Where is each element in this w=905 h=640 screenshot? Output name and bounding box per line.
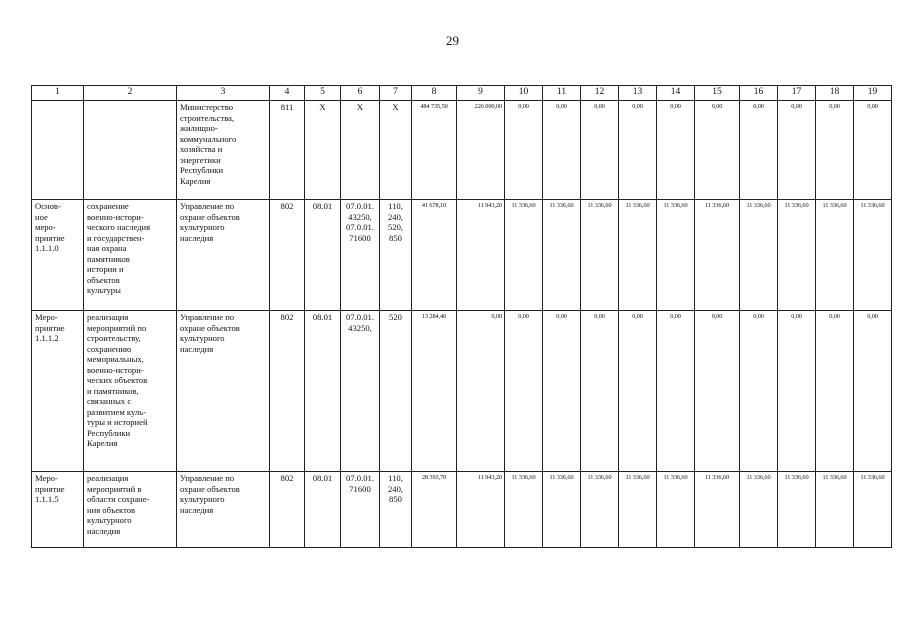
event-name-cell-line: ческого наследия (87, 222, 151, 232)
event-name-cell-line: ная охрана (87, 243, 127, 253)
event-code-cell-line: приятие (35, 322, 65, 333)
event-name-cell-line: Карелия (87, 438, 118, 448)
amount-cell: 0,00 (505, 101, 543, 200)
event-name-cell (84, 101, 177, 200)
expense-type-cell-line: 520 (389, 312, 402, 322)
grbs-code-cell: 811 (270, 101, 305, 200)
executor-cell-line: жилищно- (180, 123, 218, 133)
event-name-cell-line: объектов (87, 274, 120, 285)
amount-cell: 0,00 (695, 311, 740, 472)
amount-cell: 0,00 (854, 311, 892, 472)
table-row (32, 472, 892, 548)
executor-cell-line: Управление по (180, 201, 235, 211)
column-header: 11 (543, 86, 581, 101)
amount-cell: 11 336,60 (854, 472, 892, 548)
amount-cell: 13 284,40 (412, 311, 457, 472)
event-code-cell (32, 200, 84, 311)
column-header: 17 (778, 86, 816, 101)
amount-cell: 0,00 (816, 101, 854, 200)
executor-cell-line: строительства, (180, 112, 235, 123)
column-header: 15 (695, 86, 740, 101)
event-name-cell-line: реализация (87, 312, 129, 322)
column-header: 12 (581, 86, 619, 101)
column-header: 1 (32, 86, 84, 101)
target-article-cell-line: 71600 (349, 483, 371, 494)
executor-cell-line: Управление по (180, 473, 235, 483)
column-header: 14 (657, 86, 695, 101)
expense-type-cell-line: 850 (389, 494, 402, 504)
column-header: 7 (380, 86, 412, 101)
amount-cell: 0,00 (543, 311, 581, 472)
amount-cell: 11 336,60 (816, 200, 854, 311)
event-name-cell-line: культуры (87, 285, 121, 295)
executor-cell-line: культурного (180, 494, 225, 504)
expense-type-cell (380, 101, 412, 200)
executor-cell-line: культурного (180, 333, 225, 343)
event-name-cell-line: и государствен- (87, 232, 145, 243)
executor-cell (177, 200, 270, 311)
amount-cell: 11 336,60 (740, 472, 778, 548)
event-code-cell-line: Меро- (35, 312, 58, 322)
event-name-cell-line: военно-истори- (87, 364, 144, 375)
page-number: 29 (446, 33, 459, 48)
event-code-cell-line: Основ- (35, 201, 61, 211)
amount-cell: 11 336,60 (581, 200, 619, 311)
executor-cell-line: наследия (180, 232, 214, 243)
amount-cell: 11 943,20 (457, 200, 505, 311)
column-header: 10 (505, 86, 543, 101)
amount-cell: 0,00 (581, 101, 619, 200)
executor-cell-line: Республики (180, 165, 224, 175)
executor-cell-line: Управление по (180, 312, 235, 322)
section-code-cell: 08.01 (305, 200, 341, 311)
executor-cell-line: культурного (180, 222, 225, 232)
amount-cell: 0,00 (816, 311, 854, 472)
amount-cell: 11 336,60 (543, 472, 581, 548)
amount-cell: 11 336,60 (778, 472, 816, 548)
event-name-cell-line: памятников (87, 253, 130, 264)
amount-cell: 11 336,60 (619, 472, 657, 548)
grbs-code-cell: 802 (270, 200, 305, 311)
event-code-cell-line: ное (35, 211, 48, 222)
event-name-cell-line: мероприятий по (87, 322, 147, 333)
budget-table (31, 85, 892, 548)
amount-cell: 0,00 (619, 311, 657, 472)
amount-cell: 11 336,60 (657, 472, 695, 548)
amount-cell: 28 393,70 (412, 472, 457, 548)
amount-cell: 0,00 (543, 101, 581, 200)
amount-cell: 11 336,60 (854, 200, 892, 311)
event-name-cell-line: мероприятий в (87, 483, 142, 494)
event-name-cell-line: мемориальных, (87, 354, 144, 364)
amount-cell: 484 735,50 (412, 101, 457, 200)
grbs-code-cell: 802 (270, 311, 305, 472)
event-code-cell-line: меро- (35, 222, 56, 232)
amount-cell: 0,00 (695, 101, 740, 200)
column-header: 13 (619, 86, 657, 101)
table-row (32, 311, 892, 472)
event-name-cell-line: области сохране- (87, 494, 150, 504)
executor-cell-line: Министерство (180, 102, 233, 112)
amount-cell: 0,00 (457, 311, 505, 472)
executor-cell-line: наследия (180, 504, 214, 515)
event-name-cell-line: военно-истори- (87, 211, 144, 222)
amount-cell: 11 336,60 (619, 200, 657, 311)
column-header: 3 (177, 86, 270, 101)
executor-cell (177, 472, 270, 548)
amount-cell: 0,00 (505, 311, 543, 472)
event-name-cell-line: связанных с (87, 396, 132, 406)
target-article-cell (341, 472, 380, 548)
column-header: 16 (740, 86, 778, 101)
event-name-cell-line: наследия (87, 525, 121, 536)
column-header: 5 (305, 86, 341, 101)
expense-type-cell-line: 110, (388, 201, 403, 211)
column-header: 19 (854, 86, 892, 101)
amount-cell: 226 000,00 (457, 101, 505, 200)
amount-cell: 0,00 (657, 101, 695, 200)
executor-cell-line: охране объектов (180, 483, 240, 494)
event-code-cell-line: 1.1.1.5 (35, 494, 59, 504)
event-code-cell (32, 311, 84, 472)
amount-cell: 11 336,60 (505, 200, 543, 311)
event-code-cell-line: Меро- (35, 473, 58, 483)
column-header: 2 (84, 86, 177, 101)
expense-type-cell (380, 472, 412, 548)
event-name-cell-line: сохранение (87, 201, 129, 211)
event-name-cell-line: сохранению (87, 343, 132, 354)
amount-cell: 0,00 (854, 101, 892, 200)
event-name-cell-line: строительству, (87, 333, 141, 343)
executor-cell-line: наследия (180, 343, 214, 354)
target-article-cell-line: 07.0.01. (346, 312, 374, 322)
section-code-cell: 08.01 (305, 311, 341, 472)
amount-cell: 11 336,60 (778, 200, 816, 311)
section-code-cell: 08.01 (305, 472, 341, 548)
amount-cell: 11 336,60 (695, 200, 740, 311)
header-row (32, 86, 892, 101)
amount-cell: 11 336,60 (816, 472, 854, 548)
event-name-cell-line: туры и историей (87, 417, 148, 427)
event-code-cell-line: 1.1.1.0 (35, 243, 59, 253)
event-name-cell-line: истории и (87, 264, 124, 274)
expense-type-cell (380, 200, 412, 311)
target-article-cell (341, 311, 380, 472)
grbs-code-cell: 802 (270, 472, 305, 548)
event-name-cell-line: и памятников, (87, 385, 139, 396)
amount-cell: 11 336,60 (505, 472, 543, 548)
event-name-cell (84, 311, 177, 472)
expense-type-cell (380, 311, 412, 472)
executor-cell-line: охране объектов (180, 211, 240, 222)
amount-cell: 11 336,60 (740, 200, 778, 311)
target-article-cell-line: 43250, (348, 322, 372, 333)
table-row (32, 200, 892, 311)
target-article-cell-line: 43250, (348, 211, 372, 222)
amount-cell: 11 336,60 (543, 200, 581, 311)
executor-cell-line: коммунального (180, 133, 237, 144)
executor-cell-line: энергетики (180, 154, 221, 165)
column-header: 8 (412, 86, 457, 101)
column-header: 9 (457, 86, 505, 101)
amount-cell: 0,00 (619, 101, 657, 200)
executor-cell-line: Карелия (180, 175, 211, 186)
executor-cell-line: хозяйства и (180, 144, 223, 154)
expense-type-cell-line: 850 (389, 232, 402, 243)
expense-type-cell-line: 240, (387, 211, 404, 222)
executor-cell (177, 311, 270, 472)
event-code-cell (32, 101, 84, 200)
amount-cell: 11 336,60 (581, 472, 619, 548)
event-name-cell (84, 472, 177, 548)
target-article-cell (341, 101, 380, 200)
target-article-cell (341, 200, 380, 311)
amount-cell: 11 943,20 (457, 472, 505, 548)
amount-cell: 11 336,60 (695, 472, 740, 548)
event-name-cell-line: ческих объектов (87, 375, 148, 385)
amount-cell: 0,00 (740, 101, 778, 200)
expense-type-cell-line: Х (392, 102, 399, 112)
event-name-cell-line: развитием куль- (87, 406, 146, 417)
table-row (32, 101, 892, 200)
event-name-cell-line: культурного (87, 515, 132, 525)
amount-cell: 0,00 (740, 311, 778, 472)
event-name-cell-line: Республики (87, 427, 131, 438)
amount-cell: 41 678,10 (412, 200, 457, 311)
target-article-cell-line: 07.0.01. (346, 222, 374, 232)
expense-type-cell-line: 110, (388, 473, 403, 483)
column-header: 4 (270, 86, 305, 101)
amount-cell: 11 336,60 (657, 200, 695, 311)
amount-cell: 0,00 (778, 101, 816, 200)
event-name-cell-line: реализация (87, 473, 129, 483)
target-article-cell-line: 71600 (349, 232, 371, 243)
target-article-cell-line: 07.0.01. (346, 201, 374, 211)
target-article-cell-line: 07.0.01. (346, 473, 374, 483)
executor-cell-line: охране объектов (180, 322, 240, 333)
amount-cell: 0,00 (581, 311, 619, 472)
event-code-cell-line: приятие (35, 232, 65, 243)
amount-cell: 0,00 (778, 311, 816, 472)
column-header: 6 (341, 86, 380, 101)
amount-cell: 0,00 (657, 311, 695, 472)
event-code-cell-line: приятие (35, 483, 65, 494)
target-article-cell-line: Х (356, 102, 364, 112)
expense-type-cell-line: 520, (387, 222, 404, 232)
column-header: 18 (816, 86, 854, 101)
event-name-cell-line: ния объектов (87, 504, 136, 515)
expense-type-cell-line: 240, (387, 483, 404, 494)
event-name-cell (84, 200, 177, 311)
section-code-cell: Х (305, 101, 341, 200)
event-code-cell-line: 1.1.1.2 (35, 333, 59, 343)
executor-cell (177, 101, 270, 200)
event-code-cell (32, 472, 84, 548)
